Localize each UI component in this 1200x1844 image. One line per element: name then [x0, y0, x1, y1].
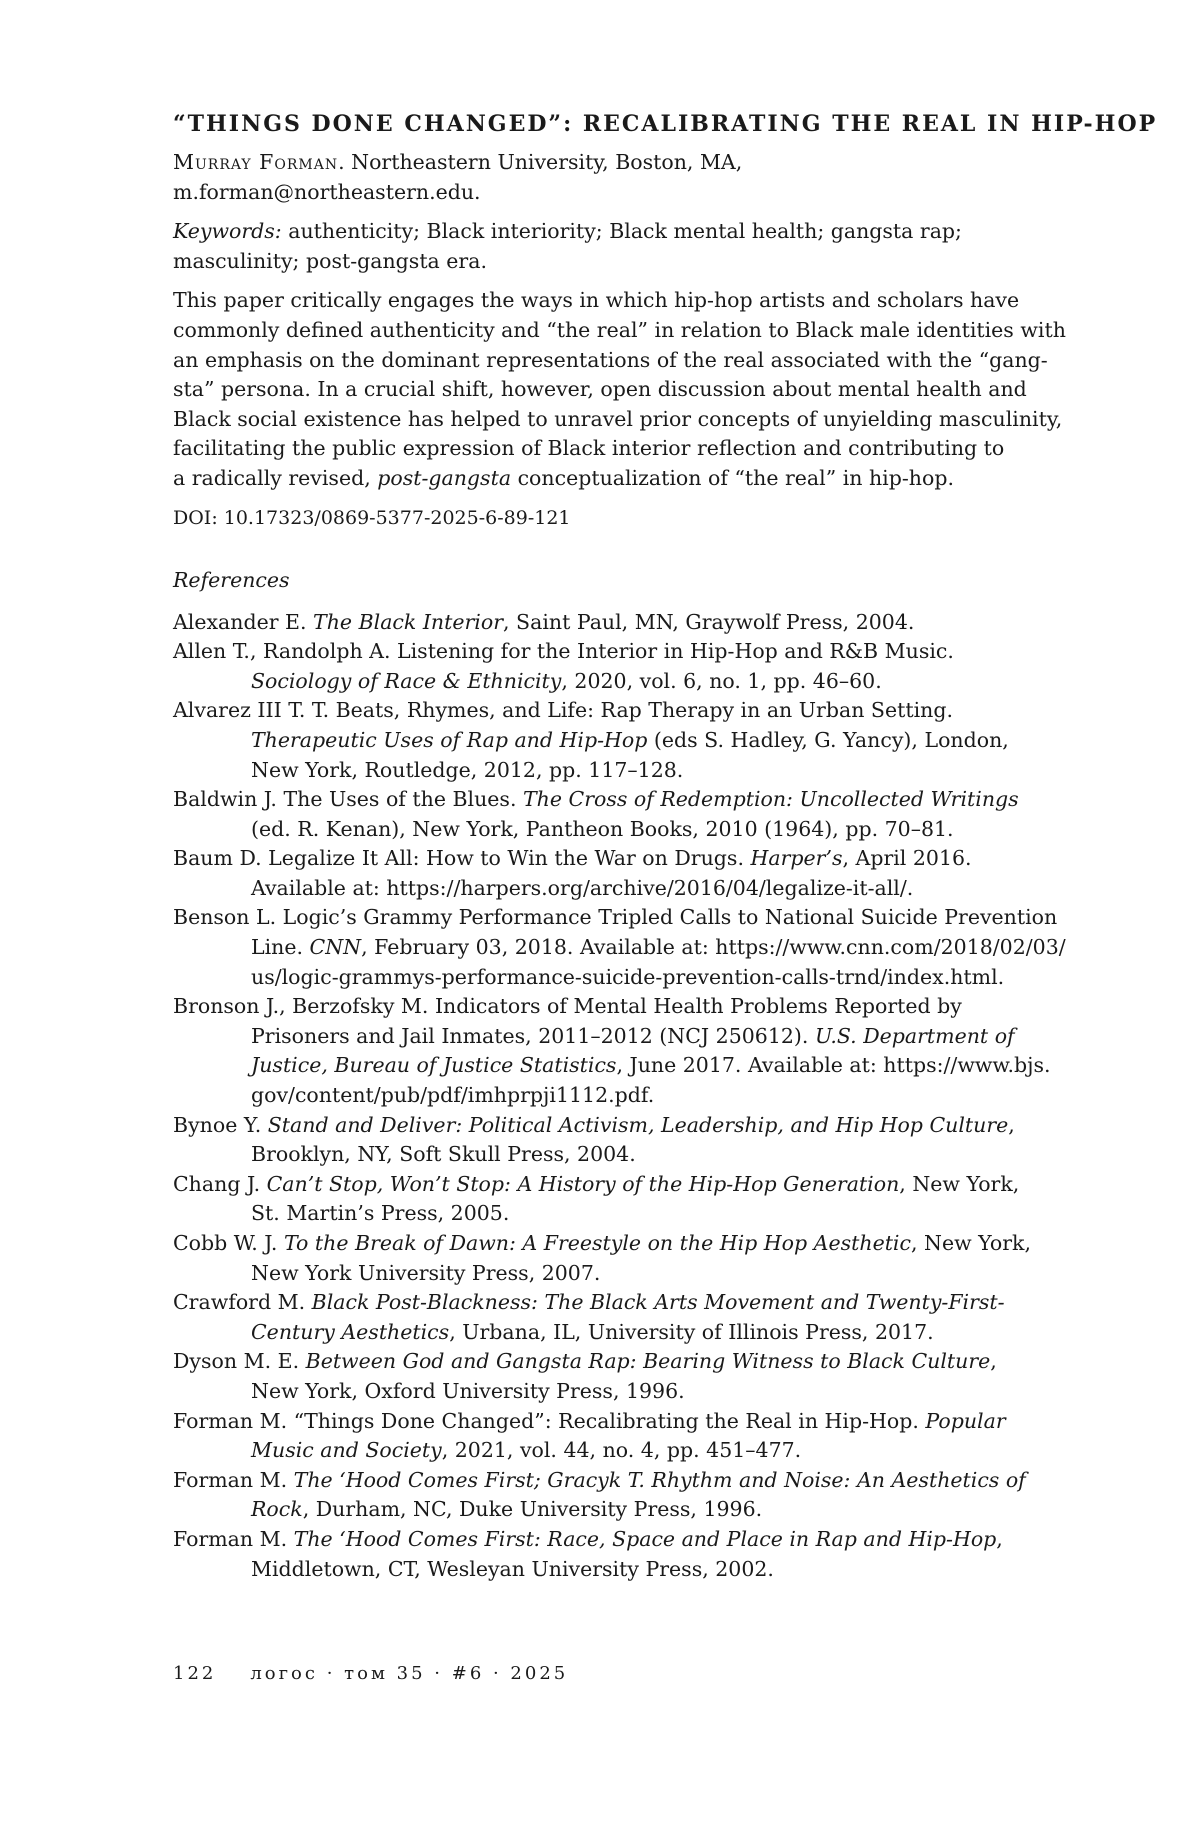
reference-title: CNN: [309, 935, 362, 960]
reference-line: [173, 933, 1066, 963]
reference-line: [173, 1407, 1035, 1437]
reference-title: Rock: [251, 1497, 303, 1522]
reference-line: [173, 1259, 1035, 1289]
author-email: m.forman@northeastern.edu.: [173, 179, 481, 204]
abstract-line: sta” persona. In a crucial shift, however, open discussion about mental health and: [173, 377, 1027, 402]
reference-text: New York University Press, 2007.: [251, 1260, 601, 1285]
author-affiliation: . Northeastern University, Boston, MA,: [338, 150, 743, 174]
page-number: 122: [173, 1663, 217, 1684]
reference-title: The ‘Hood Comes First; Gracyk T. Rhythm and Noise: An Aesthetics of: [293, 1467, 1026, 1492]
reference-text: Baldwin J. The Uses of the Blues.: [173, 787, 523, 812]
reference-line: [173, 1525, 1035, 1555]
reference-line: [173, 1555, 1035, 1585]
author-block: [173, 148, 1035, 207]
abstract-line: facilitating the public expression of Black interior reflection and contributing to: [173, 436, 1005, 461]
article-content: [173, 108, 1158, 1584]
reference-line: [173, 903, 1058, 933]
reference-text: , Durham, NC, Duke University Press, 1996.: [302, 1497, 763, 1522]
reference-line: [173, 992, 1035, 1022]
reference-item: [173, 1407, 1035, 1466]
reference-text: Brooklyn, NY, Soft Skull Press, 2004.: [251, 1142, 636, 1167]
reference-item: [173, 696, 1035, 785]
reference-line: [173, 1140, 1035, 1170]
reference-line: [173, 1081, 1035, 1111]
reference-text: , Urbana, IL, University of Illinois Press, 2017.: [449, 1319, 934, 1344]
keywords-text-cont: masculinity; post-gangsta era.: [173, 248, 487, 273]
reference-text: Line.: [251, 935, 310, 960]
abstract-line: This paper critically engages the ways in which hip-hop artists and scholars have: [173, 288, 1020, 313]
abstract-text: conceptualization of “the real” in hip-hop.: [511, 465, 954, 490]
reference-title: Music and Society: [251, 1438, 442, 1463]
reference-text: Bynoe Y.: [173, 1112, 268, 1137]
reference-item: [173, 1229, 1035, 1288]
article-title: “THINGS DONE CHANGED”: RECALIBRATING THE REAL IN HIP-HOP: [173, 111, 1158, 137]
abstract-line: [173, 464, 1035, 494]
reference-text: Chang J.: [173, 1171, 267, 1196]
reference-line: [173, 1466, 1035, 1496]
journal-info: логос · том 35 · #6 · 2025: [250, 1663, 569, 1684]
reference-text: New York, Oxford University Press, 1996.: [251, 1378, 685, 1403]
reference-title: Black Post-Blackness: The Black Arts Movement and Twenty-First-: [311, 1290, 1005, 1315]
reference-line: [173, 1318, 1035, 1348]
reference-title: The ‘Hood Comes First: Race, Space and Place in Rap and Hip-Hop: [293, 1526, 997, 1551]
reference-text: gov/content/pub/pdf/imhprpji1112.pdf.: [251, 1083, 655, 1108]
reference-item: [173, 844, 1035, 903]
reference-title: Justice, Bureau of Justice Statistics: [251, 1053, 617, 1078]
reference-item: [173, 1288, 1035, 1347]
reference-item: [173, 1525, 1035, 1584]
doi: DOI: 10.17323/0869-5377-2025-6-89-121: [173, 506, 571, 529]
reference-text: ,: [996, 1526, 1003, 1551]
reference-text: ,: [990, 1349, 997, 1374]
reference-title: Between God and Gangsta Rap: Bearing Witness to Black Culture: [305, 1349, 991, 1374]
reference-line: [173, 637, 1035, 667]
abstract-text: a radically revised,: [173, 465, 378, 490]
reference-line: [173, 1022, 1035, 1052]
reference-text: , June 2017. Available at: https://www.bjs.: [616, 1053, 1051, 1078]
keywords-text: authenticity; Black interiority; Black mental health; gangsta rap;: [281, 219, 962, 244]
reference-line: [173, 1229, 1035, 1259]
reference-line: [173, 1199, 1035, 1229]
keywords-label: Keywords:: [173, 219, 282, 244]
reference-title: Popular: [925, 1408, 1006, 1433]
reference-line: [173, 1495, 1035, 1525]
reference-line: [173, 756, 1035, 786]
author-name: Murray Forman: [173, 150, 339, 174]
reference-item: [173, 1170, 1035, 1229]
reference-text: , February 03, 2018. Available at: https://www.cnn.com/2018/02/03/: [361, 935, 1066, 960]
reference-text: us/logic-grammys-performance-suicide-prevention-calls-trnd/index.html.: [251, 964, 1005, 989]
reference-item: [173, 992, 1051, 1110]
reference-line: [173, 1170, 1035, 1200]
reference-item: [173, 608, 1035, 638]
page-footer: [173, 1660, 568, 1688]
reference-text: Forman M.: [173, 1526, 294, 1551]
reference-line: [173, 1347, 1035, 1377]
reference-item: [173, 1111, 1035, 1170]
reference-line: [173, 1377, 1035, 1407]
reference-item: [173, 903, 1066, 992]
reference-text: Forman M.: [173, 1467, 294, 1492]
reference-list: [173, 608, 1066, 1585]
reference-line: [173, 963, 1035, 993]
reference-item: [173, 785, 1035, 844]
reference-text: Middletown, CT, Wesleyan University Press, 2002.: [251, 1556, 774, 1581]
reference-item: [173, 1466, 1035, 1525]
reference-line: [173, 667, 1035, 697]
reference-text: (ed. R. Kenan), New York, Pantheon Books, 2010 (1964), pp. 70–81.: [251, 816, 954, 841]
reference-text: , New York,: [910, 1231, 1031, 1255]
reference-text: Bronson J., Berzofsky M. Indicators of Mental Health Problems Reported by: [173, 994, 962, 1019]
reference-text: New York, Routledge, 2012, pp. 117–128.: [251, 757, 684, 782]
reference-text: Prisoners and Jail Inmates, 2011–2012 (NCJ 250612).: [251, 1023, 815, 1048]
abstract-line: commonly defined authenticity and “the real” in relation to Black male identities with: [173, 317, 1066, 342]
reference-title: The Black Interior: [313, 609, 504, 634]
reference-title: Stand and Deliver: Political Activism, Leadership, and Hip Hop Culture: [267, 1112, 1009, 1137]
reference-text: Alexander E.: [173, 609, 314, 634]
reference-text: Alvarez III T. T. Beats, Rhymes, and Life: Rap Therapy in an Urban Setting.: [173, 698, 953, 723]
reference-text: (eds S. Hadley, G. Yancy), London,: [647, 727, 1009, 752]
reference-line: [173, 696, 1035, 726]
reference-text: St. Martin’s Press, 2005.: [251, 1201, 510, 1226]
reference-text: , April 2016.: [842, 846, 972, 871]
reference-text: Benson L. Logic’s Grammy Performance Tripled Calls to National Suicide Prevention: [173, 905, 1058, 930]
reference-line: [173, 874, 1035, 904]
abstract: [173, 286, 1066, 493]
reference-line: [173, 844, 1035, 874]
reference-text: , Saint Paul, MN, Graywolf Press, 2004.: [503, 609, 915, 634]
reference-line: [173, 815, 1035, 845]
reference-text: , 2021, vol. 44, no. 4, pp. 451–477.: [441, 1438, 802, 1463]
reference-text: Forman M. “Things Done Changed”: Recalibrating the Real in Hip-Hop.: [173, 1408, 926, 1433]
references-heading: References: [173, 567, 290, 592]
keywords: [173, 217, 1035, 276]
reference-title: To the Break of Dawn: A Freestyle on the Hip Hop Aesthetic: [283, 1231, 911, 1255]
reference-line: [173, 1051, 1051, 1081]
reference-line: [173, 785, 1035, 815]
reference-text: Cobb W. J.: [173, 1231, 284, 1255]
reference-text: Dyson M. E.: [173, 1349, 306, 1374]
reference-line: [173, 1436, 1035, 1466]
reference-item: [173, 1347, 1035, 1406]
reference-line: [173, 1111, 1035, 1141]
reference-title: Therapeutic Uses of Rap and Hip-Hop: [251, 727, 648, 752]
reference-text: , 2020, vol. 6, no. 1, pp. 46–60.: [561, 668, 882, 693]
reference-title: Century Aesthetics: [251, 1319, 450, 1344]
reference-text: Allen T., Randolph A. Listening for the Interior in Hip-Hop and R&B Music.: [173, 639, 954, 664]
reference-title: Sociology of Race & Ethnicity: [251, 668, 562, 693]
reference-title: Harper’s: [750, 846, 843, 871]
reference-line: [173, 726, 1035, 756]
abstract-line: Black social existence has helped to unravel prior concepts of unyielding masculinity,: [173, 406, 1063, 431]
abstract-line: an emphasis on the dominant representations of the real associated with the “gang-: [173, 347, 1048, 372]
reference-line: [173, 608, 1035, 638]
reference-title: The Cross of Redemption: Uncollected Writings: [522, 787, 1019, 812]
reference-text: Baum D. Legalize It All: How to Win the War on Drugs.: [173, 846, 751, 871]
reference-text: ,: [1008, 1112, 1015, 1137]
reference-text: , New York,: [899, 1171, 1020, 1196]
reference-item: [173, 637, 1035, 696]
reference-line: [173, 1288, 1035, 1318]
reference-text: Available at: https://harpers.org/archive/2016/04/legalize-it-all/.: [251, 875, 914, 900]
reference-text: Crawford M.: [173, 1290, 312, 1315]
abstract-emphasis: post-gangsta: [377, 465, 512, 490]
reference-title: Can’t Stop, Won’t Stop: A History of the Hip-Hop Generation: [266, 1171, 900, 1196]
reference-title: U.S. Department of: [814, 1023, 1015, 1048]
